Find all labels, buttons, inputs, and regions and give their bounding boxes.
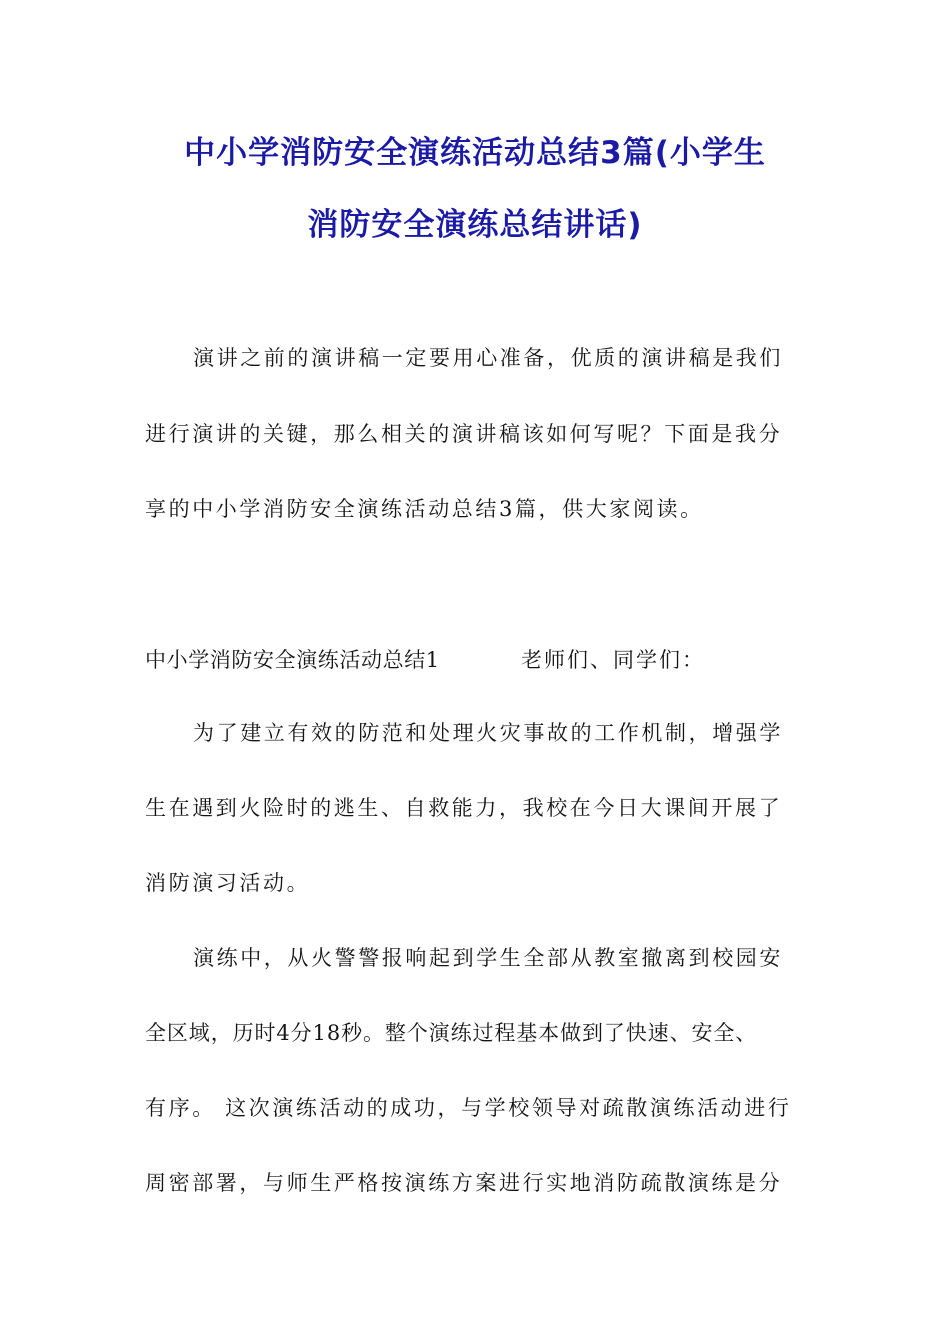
intro-line: 享的中小学消防安全演练活动总结3篇，供大家阅读。 [145, 497, 704, 521]
paragraph-line: 生在遇到火险时的逃生、自救能力，我校在今日大课间开展了 [145, 796, 783, 820]
paragraph-line: 消防演习活动。 [145, 871, 311, 895]
paragraph-line: 周密部署，与师生严格按演练方案进行实地消防疏散演练是分 [145, 1171, 783, 1195]
intro-line: 进行演讲的关键，那么相关的演讲稿该如何写呢？下面是我分 [145, 422, 783, 446]
document-title-line-2: 消防安全演练总结讲话) [307, 207, 643, 243]
paragraph-line: 全区域，历时4分18秒。整个演练过程基本做到了快速、安全、 [145, 1021, 758, 1045]
greeting: 老师们、同学们： [521, 648, 705, 672]
section-heading: 中小学消防安全演练活动总结1 [145, 648, 440, 672]
paragraph-line: 演练中，从火警警报响起到学生全部从教室撤离到校园安 [193, 946, 783, 970]
section-heading-row [145, 646, 825, 676]
paragraph-line: 有序。 这次演练活动的成功，与学校领导对疏散演练活动进行 [145, 1096, 792, 1120]
intro-line: 演讲之前的演讲稿一定要用心准备，优质的演讲稿是我们 [193, 346, 783, 370]
paragraph-line: 为了建立有效的防范和处理火灾事故的工作机制，增强学 [193, 721, 783, 745]
document-title-line-1: 中小学消防安全演练活动总结3篇(小学生 [184, 135, 766, 171]
